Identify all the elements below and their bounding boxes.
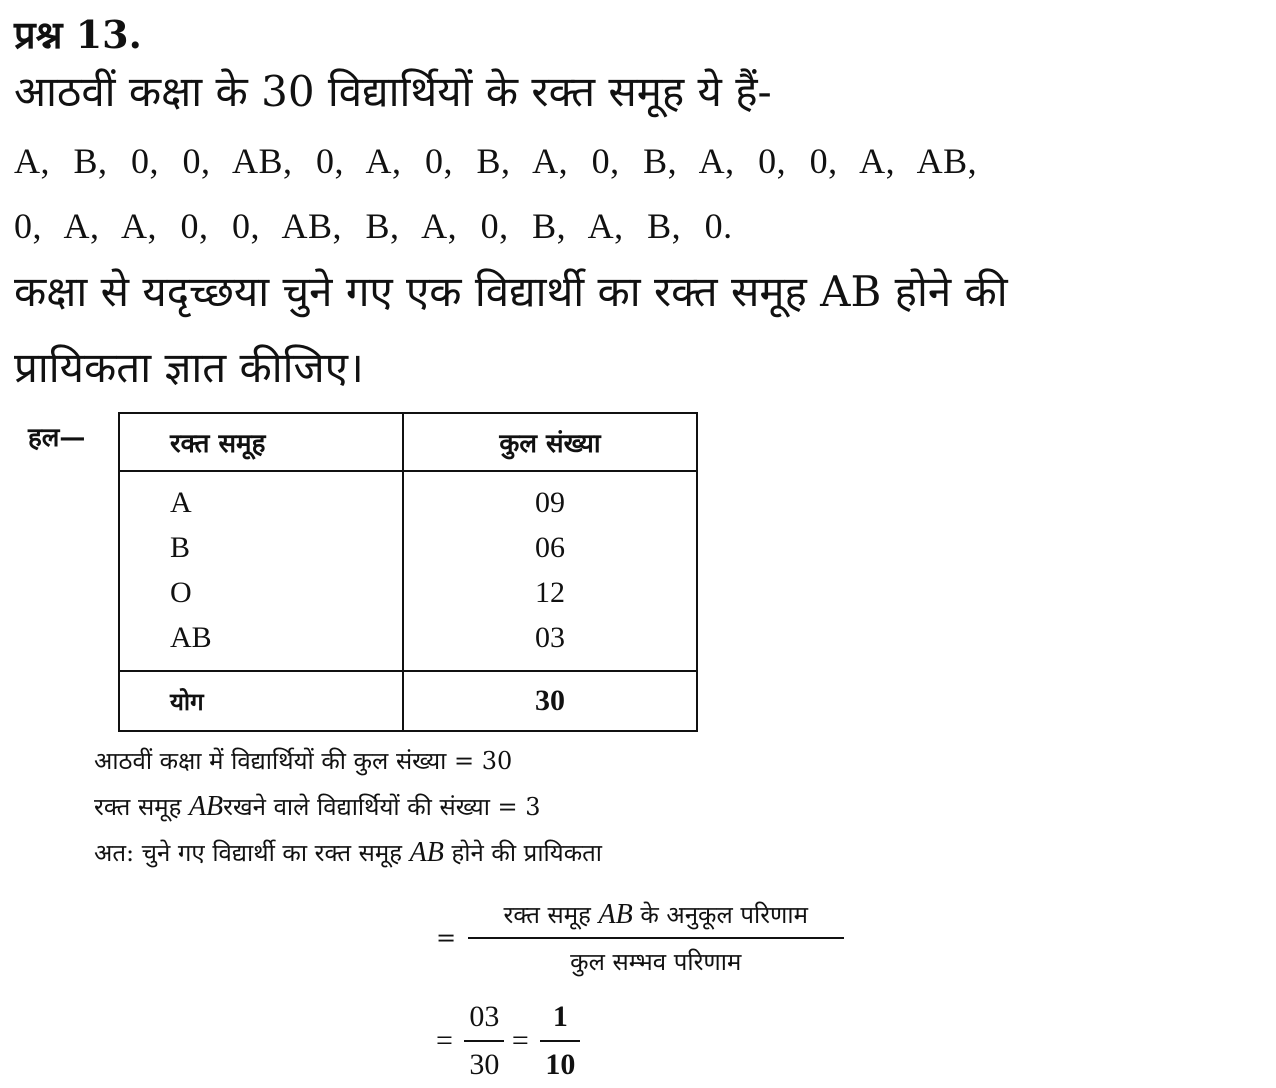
count-cell: 06	[403, 525, 697, 570]
formula-fraction	[468, 898, 844, 978]
ab-symbol: AB	[409, 837, 444, 868]
probability-result	[436, 1000, 580, 1082]
count-cell: 09	[403, 471, 697, 525]
equals-sign: =	[436, 924, 457, 952]
table-row	[119, 471, 697, 525]
blood-group-cell: A	[119, 471, 403, 525]
table-total-row	[119, 671, 697, 731]
total-label-cell: योग	[119, 671, 403, 731]
column-header-blood-group: रक्त समूह	[119, 413, 403, 471]
blood-group-cell: AB	[119, 615, 403, 671]
solution-label: हल—	[28, 423, 86, 453]
table-row	[119, 570, 697, 615]
fraction-03-over-30	[464, 1000, 504, 1082]
probability-formula	[436, 898, 844, 978]
equals-sign: =	[511, 1024, 529, 1057]
blood-group-sequence-line-1: A, B, 0, 0, AB, 0, A, 0, B, A, 0, B, A, 0, 0, A, AB,	[14, 141, 978, 181]
equals-sign: =	[436, 1024, 453, 1057]
question-text-line-1: आठवीं कक्षा के 30 विद्यार्थियों के रक्त समूह ये हैं-	[14, 67, 772, 116]
question-number: प्रश्न 13.	[14, 12, 142, 57]
count-cell: 03	[403, 615, 697, 671]
fraction-numerator: 1	[540, 1000, 580, 1042]
table-header-row	[119, 413, 697, 471]
fraction-denominator: 10	[545, 1048, 576, 1081]
solution-line-3-prefix: अत: चुने गए विद्यार्थी का रक्त समूह	[94, 839, 402, 867]
solution-line-probability-intro	[94, 836, 602, 869]
question-text-line-3: प्रायिकता ज्ञात कीजिए।	[14, 343, 364, 392]
numerator-suffix: के अनुकूल परिणाम	[640, 901, 808, 929]
fraction-1-over-10	[540, 1000, 580, 1082]
blood-group-cell: B	[119, 525, 403, 570]
ab-symbol: AB	[598, 899, 633, 930]
table-row	[119, 615, 697, 671]
table-row	[119, 525, 697, 570]
fraction-denominator: 30	[469, 1048, 500, 1081]
solution-line-total-students: आठवीं कक्षा में विद्यार्थियों की कुल संख्या = 30	[94, 747, 513, 775]
blood-group-sequence-line-2: 0, A, A, 0, 0, AB, B, A, 0, B, A, B, 0.	[14, 206, 733, 246]
ab-symbol: AB	[188, 791, 224, 822]
numerator-prefix: रक्त समूह	[503, 901, 591, 929]
solution-line-2-prefix: रक्त समूह	[94, 793, 182, 821]
solution-line-2-suffix: रखने वाले विद्यार्थियों की संख्या = 3	[223, 793, 541, 821]
count-cell: 12	[403, 570, 697, 615]
total-value-cell: 30	[403, 671, 697, 731]
blood-group-cell: O	[119, 570, 403, 615]
column-header-total-count: कुल संख्या	[403, 413, 697, 471]
question-text-line-2: कक्षा से यदृच्छया चुने गए एक विद्यार्थी का रक्त समूह AB होने की	[14, 267, 1008, 316]
solution-line-3-suffix: होने की प्रायिकता	[451, 839, 603, 867]
fraction-numerator: 03	[464, 1000, 504, 1042]
solution-line-ab-count	[94, 790, 541, 823]
formula-denominator: कुल सम्भव परिणाम	[570, 948, 742, 976]
blood-group-table	[118, 412, 698, 732]
formula-numerator	[468, 898, 844, 939]
